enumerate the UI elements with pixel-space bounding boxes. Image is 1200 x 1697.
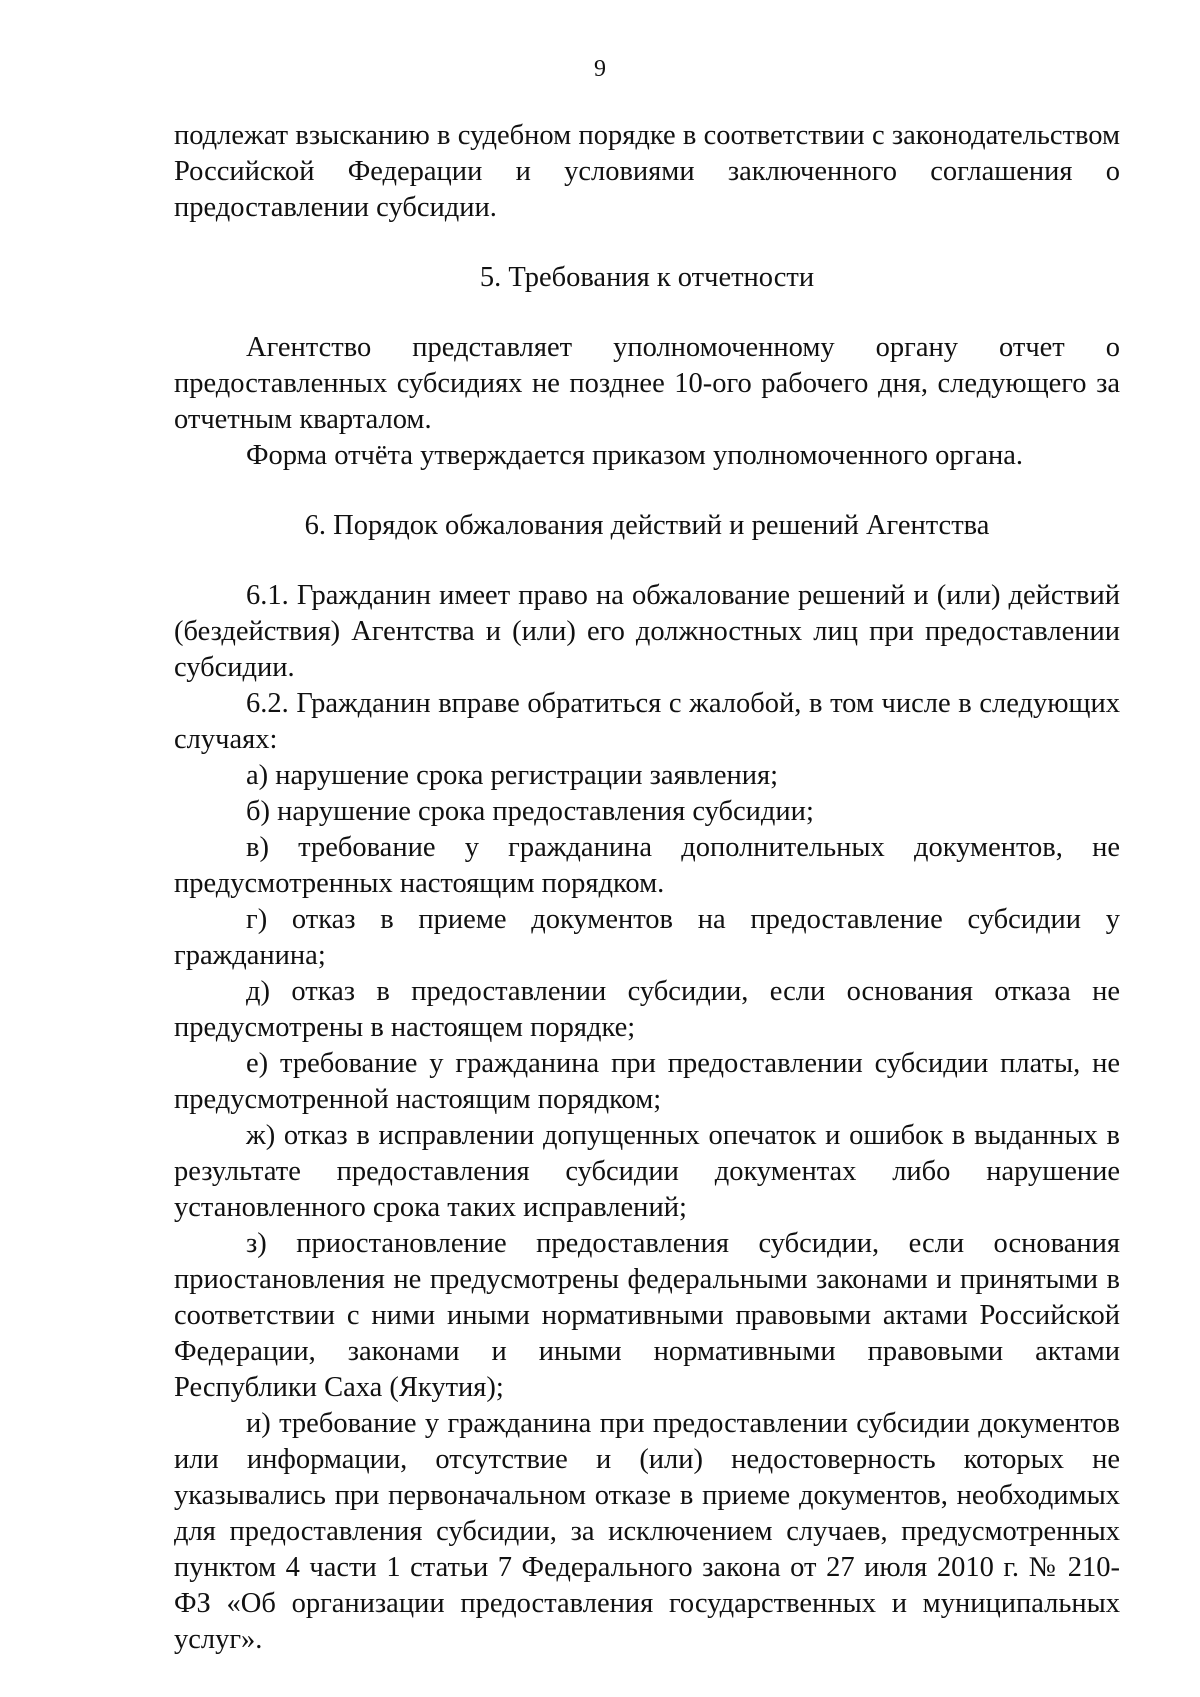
- list-item-a: а) нарушение срока регистрации заявления;: [246, 760, 779, 791]
- list-item-e: е) требование у гражданина при предоставлении субсидии платы, не предусмотренной настоящим порядком;: [174, 1048, 1120, 1115]
- section-heading-5: 5. Требования к отчетности: [479, 262, 815, 293]
- list-item-i: и) требование у гражданина при предоставлении субсидии документов или информации, отсутствие и (или) недостоверность которых не указывались при первоначальном отказе в приеме документов, необходимых для предоставления субсидии, за исключением случаев, предусмотренных пунктом 4 части 1 статьи 7 Федерального закона от 27 июля 2010 г. № 210-ФЗ «Об организации предоставления государственных и муниципальных услуг».: [174, 1408, 1120, 1655]
- paragraph-continuation: подлежат взысканию в судебном порядке в соответствии с законодательством Российской Федерации и условиями заключенного соглашения о предоставлении субсидии.: [174, 120, 1120, 223]
- list-item-g: г) отказ в приеме документов на предоставление субсидии у гражданина;: [174, 904, 1120, 971]
- list-item-z: з) приостановление предоставления субсидии, если основания приостановления не предусмотрены федеральными законами и принятыми в соответствии с ними иными нормативными правовыми актами Российской Федерации, законами и иными нормативными правовыми актами Республики Саха (Якутия);: [174, 1228, 1120, 1403]
- list-item-b: б) нарушение срока предоставления субсидии;: [246, 796, 814, 827]
- paragraph-report-form: Форма отчёта утверждается приказом уполномоченного органа.: [246, 440, 1024, 471]
- page-number: 9: [594, 56, 606, 82]
- section-heading-6: 6. Порядок обжалования действий и решений Агентства: [304, 510, 990, 541]
- document-body: [174, 118, 1120, 1658]
- list-item-v: в) требование у гражданина дополнительных документов, не предусмотренных настоящим порядком.: [174, 832, 1120, 899]
- paragraph-6-1: 6.1. Гражданин имеет право на обжалование решений и (или) действий (бездействия) Агентства и (или) его должностных лиц при предоставлении субсидии.: [174, 580, 1120, 683]
- paragraph-6-2: 6.2. Гражданин вправе обратиться с жалобой, в том числе в следующих случаях:: [174, 688, 1120, 755]
- list-item-zh: ж) отказ в исправлении допущенных опечаток и ошибок в выданных в результате предоставления субсидии документах либо нарушение установленного срока таких исправлений;: [174, 1120, 1120, 1223]
- paragraph-report: Агентство представляет уполномоченному органу отчет о предоставленных субсидиях не позднее 10-ого рабочего дня, следующего за отчетным кварталом.: [174, 332, 1120, 435]
- list-item-d: д) отказ в предоставлении субсидии, если основания отказа не предусмотрены в настоящем порядке;: [174, 976, 1120, 1043]
